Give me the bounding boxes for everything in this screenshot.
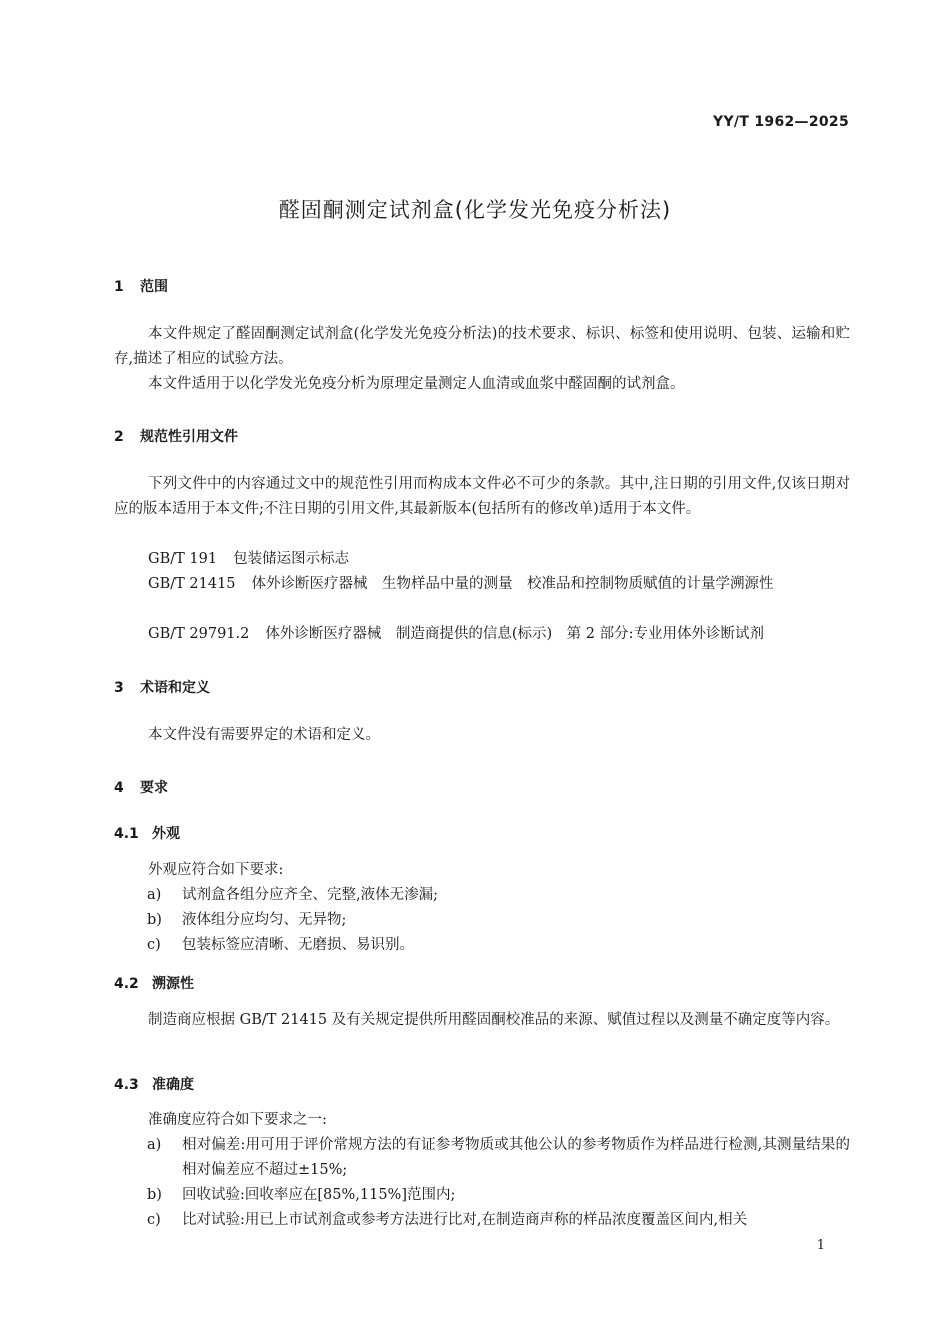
- list-text: 包装标签应清晰、无磨损、易识别。: [182, 937, 414, 953]
- section-title: 溯源性: [152, 976, 194, 992]
- list-item: [147, 1183, 850, 1208]
- list-item: [147, 883, 850, 908]
- reference-code: GB/T 191: [148, 551, 218, 567]
- list-item: [147, 908, 850, 933]
- section-title: 要求: [140, 780, 168, 796]
- list-marker: c): [147, 1212, 161, 1228]
- normative-reference: [114, 622, 850, 647]
- normative-reference: [114, 572, 850, 597]
- section-title: 外观: [152, 826, 180, 842]
- section-title: 范围: [140, 279, 168, 295]
- list-item: [147, 1133, 850, 1183]
- list-item: [147, 1208, 850, 1233]
- section-number: 4.2: [114, 976, 139, 992]
- list-marker: b): [147, 1187, 162, 1203]
- section-number: 3: [114, 680, 124, 696]
- section-4-1-intro: 外观应符合如下要求:: [148, 862, 284, 878]
- document-title: 醛固酮测定试剂盒(化学发光免疫分析法): [278, 198, 672, 222]
- reference-title: 体外诊断医疗器械 制造商提供的信息(标示) 第 2 部分:专业用体外诊断试剂: [265, 626, 765, 642]
- list-marker: c): [147, 937, 161, 953]
- list-text: 回收试验:回收率应在[85%,115%]范围内;: [182, 1187, 456, 1203]
- section-3-paragraph-1: 本文件没有需要界定的术语和定义。: [148, 727, 380, 743]
- section-title: 术语和定义: [140, 680, 210, 696]
- section-1-paragraph-1: 本文件规定了醛固酮测定试剂盒(化学发光免疫分析法)的技术要求、标识、标签和使用说明、包装、运输和贮存,描述了相应的试验方法。: [114, 326, 850, 367]
- section-1-paragraph-2: 本文件适用于以化学发光免疫分析为原理定量测定人血清或血浆中醛固酮的试剂盒。: [148, 376, 685, 392]
- section-number: 4: [114, 780, 124, 796]
- section-number: 1: [114, 279, 124, 295]
- list-text: 液体组分应均匀、无异物;: [182, 912, 347, 928]
- section-1-heading: [114, 276, 168, 296]
- list-marker: b): [147, 912, 162, 928]
- list-text: 比对试验:用已上市试剂盒或参考方法进行比对,在制造商声称的样品浓度覆盖区间内,相关: [182, 1212, 748, 1228]
- section-4-3-heading: [114, 1074, 194, 1094]
- section-4-heading: [114, 777, 168, 797]
- normative-reference: [114, 547, 850, 572]
- section-title: 准确度: [152, 1077, 194, 1093]
- list-marker: a): [147, 887, 162, 903]
- section-number: 4.3: [114, 1077, 139, 1093]
- list-item: [147, 933, 850, 958]
- reference-title: 包装储运图示标志: [233, 551, 350, 567]
- section-4-2-paragraph-1: 制造商应根据 GB/T 21415 及有关规定提供所用醛固酮校准品的来源、赋值过程以及测量不确定度等内容。: [148, 1012, 840, 1028]
- section-2-paragraph-1: 下列文件中的内容通过文中的规范性引用而构成本文件必不可少的条款。其中,注日期的引用文件,仅该日期对应的版本适用于本文件;不注日期的引用文件,其最新版本(包括所有的修改单)适用于本文件。: [114, 476, 850, 517]
- section-title: 规范性引用文件: [140, 429, 238, 445]
- reference-title: 体外诊断医疗器械 生物样品中量的测量 校准品和控制物质赋值的计量学溯源性: [251, 576, 774, 592]
- section-3-heading: [114, 677, 210, 697]
- page-number: 1: [816, 1238, 825, 1253]
- section-2-heading: [114, 426, 238, 446]
- section-4-3-intro: 准确度应符合如下要求之一:: [148, 1112, 327, 1128]
- reference-code: GB/T 29791.2: [148, 626, 250, 642]
- list-marker: a): [147, 1137, 162, 1153]
- section-4-2-heading: [114, 973, 194, 993]
- list-text: 相对偏差:用可用于评价常规方法的有证参考物质或其他公认的参考物质作为样品进行检测,其测量结果的相对偏差应不超过±15%;: [182, 1137, 850, 1178]
- section-number: 2: [114, 429, 124, 445]
- list-text: 试剂盒各组分应齐全、完整,液体无渗漏;: [182, 887, 438, 903]
- section-4-1-heading: [114, 823, 180, 843]
- section-number: 4.1: [114, 826, 139, 842]
- reference-code: GB/T 21415: [148, 576, 236, 592]
- standard-code: YY/T 1962—2025: [713, 114, 849, 130]
